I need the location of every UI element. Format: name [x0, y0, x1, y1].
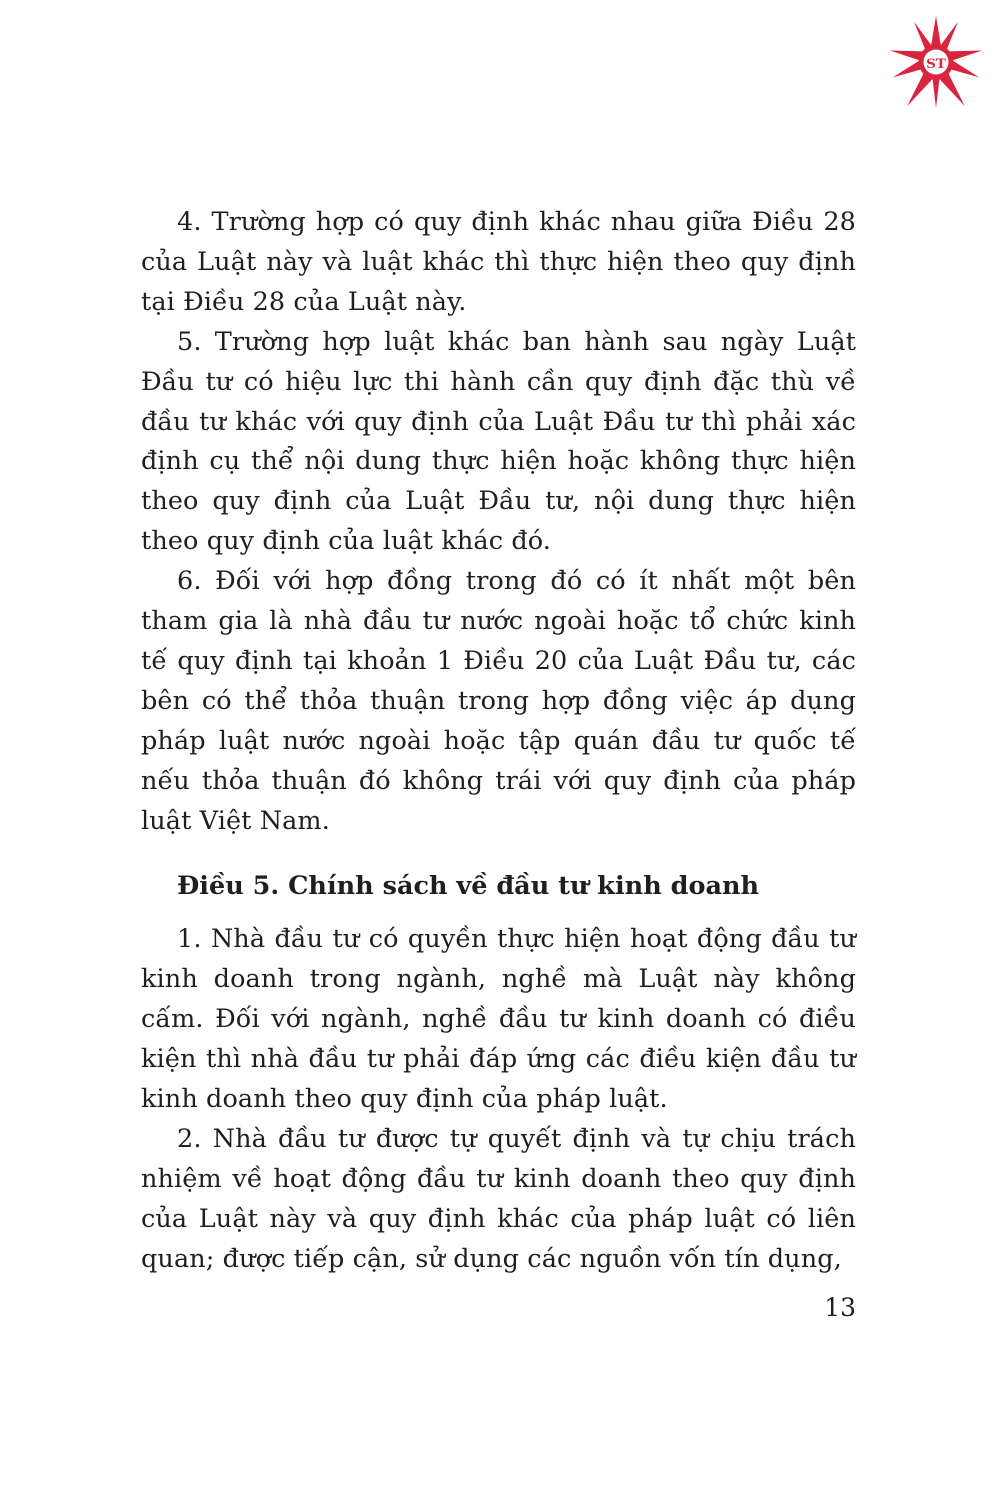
paragraph-article5-clause-2: 2. Nhà đầu tư được tự quyết định và tự chịu trách nhiệm về hoạt động đầu tư kinh doanh theo quy định của Luật này và quy định khác của pháp luật có liên quan; được tiếp cận, sử dụng các nguồn vốn tín dụng, [141, 1123, 856, 1274]
svg-text:ST: ST [926, 55, 946, 72]
publisher-logo [888, 14, 984, 110]
paragraph-article5-clause-1: 1. Nhà đầu tư có quyền thực hiện hoạt động đầu tư kinh doanh trong ngành, nghề mà Luật này không cấm. Đối với ngành, nghề đầu tư kinh doanh có điều kiện thì nhà đầu tư phải đáp ứng các điều kiện đầu tư kinh doanh theo quy định của pháp luật. [141, 924, 856, 1115]
star-emblem-icon [888, 14, 984, 110]
page-number: 13 [824, 1293, 856, 1322]
paragraph-clause-6: 6. Đối với hợp đồng trong đó có ít nhất một bên tham gia là nhà đầu tư nước ngoài hoặc tổ chức kinh tế quy định tại khoản 1 Điều 20 của Luật Đầu tư, các bên có thể thỏa thuận trong hợp đồng việc áp dụng pháp luật nước ngoài hoặc tập quán đầu tư quốc tế nếu thỏa thuận đó không trái với quy định của pháp luật Việt Nam. [141, 566, 856, 836]
article-heading: Điều 5. Chính sách về đầu tư kinh doanh [177, 870, 760, 901]
paragraph-clause-5: 5. Trường hợp luật khác ban hành sau ngày Luật Đầu tư có hiệu lực thi hành cần quy định đặc thù về đầu tư khác với quy định của Luật Đầu tư thì phải xác định cụ thể nội dung thực hiện hoặc không thực hiện theo quy định của Luật Đầu tư, nội dung thực hiện theo quy định của luật khác đó. [141, 326, 856, 557]
page-body [141, 203, 856, 1280]
paragraph-clause-4: 4. Trường hợp có quy định khác nhau giữa Điều 28 của Luật này và luật khác thì thực hiện theo quy định tại Điều 28 của Luật này. [141, 207, 856, 317]
